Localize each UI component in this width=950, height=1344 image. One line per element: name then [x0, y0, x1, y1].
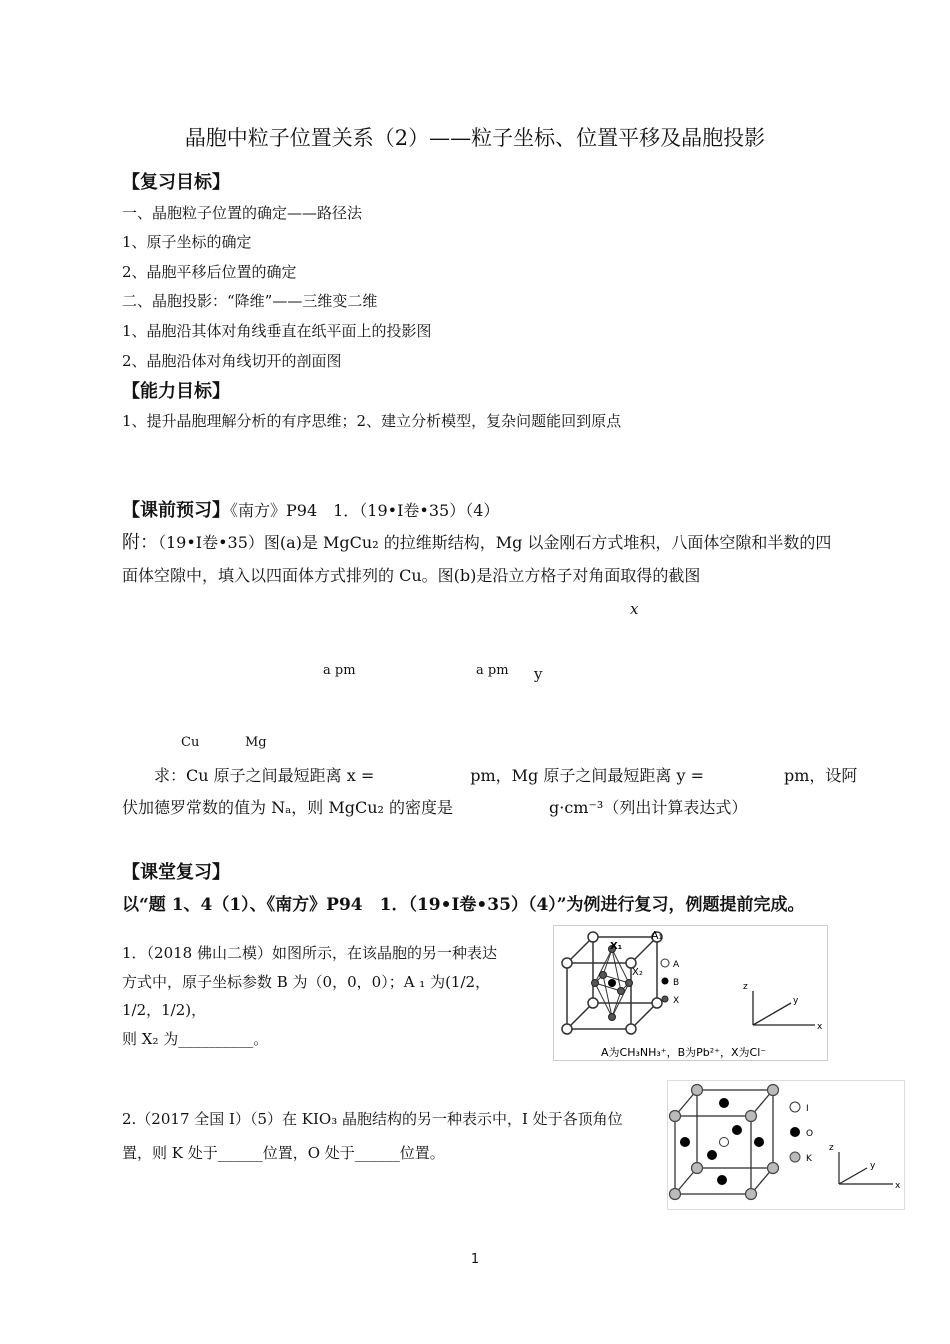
- figure-label-apm: a pm: [323, 663, 356, 678]
- class-review-intro: 以“题 1、4（1）、《南方》P94 1．（19•Ⅰ卷•35）（4）”为例进行复习，例题提前完成。: [122, 895, 805, 915]
- q2-line: 置，则 K 处于______位置，O 处于______位置。: [122, 1144, 445, 1162]
- fig2-legend-o: O: [806, 1129, 814, 1139]
- figure-label-y: y: [534, 665, 543, 683]
- review-goal-item: 1、原子坐标的确定: [122, 233, 252, 251]
- preview-heading: 【课前预习】: [122, 500, 230, 521]
- fig1-axis-x: x: [817, 1022, 823, 1032]
- ability-goals-text: 1、提升晶胞理解分析的有序思维；2、建立分析模型，复杂问题能回到原点: [122, 412, 622, 430]
- fig1-legend-x: X: [673, 996, 680, 1006]
- figure-label-apm: a pm: [476, 663, 509, 678]
- fig1-label-x1: X₁: [610, 941, 623, 952]
- perovskite-cell-figure: [553, 925, 828, 1061]
- fig2-axis-z: z: [829, 1143, 834, 1153]
- preview-question-line1: 求：Cu 原子之间最短距离 x = pm，Mg 原子之间最短距离 y = pm，设阿: [154, 766, 858, 785]
- class-review-heading: 【课堂复习】: [122, 862, 230, 883]
- q2-line: 2.（2017 全国 I）（5）在 KIO₃ 晶胞结构的另一种表示中，I 处于各顶角位: [122, 1110, 623, 1128]
- ability-goals-heading: 【能力目标】: [122, 381, 230, 402]
- fig1-label-x2: X₂: [632, 967, 643, 978]
- figure-label-x: x: [630, 600, 639, 618]
- figure-label-mg: Mg: [245, 735, 267, 750]
- fig2-legend-k: K: [806, 1154, 812, 1164]
- preview-attach-line2: 面体空隙中，填入以四面体方式排列的 Cu。图(b)是沿立方格子对角面取得的截图: [122, 566, 701, 585]
- fig1-axis-z: z: [743, 982, 748, 992]
- preview-source: 《南方》P94 1．（19•Ⅰ卷•35）（4）: [230, 501, 500, 520]
- attach-prefix: 附：: [122, 532, 158, 553]
- kio3-cell-figure: [667, 1080, 905, 1210]
- review-goals-heading: 【复习目标】: [122, 172, 230, 193]
- review-goal-item: 二、晶胞投影：“降维”——三维变二维: [122, 292, 378, 310]
- fig1-label-a1: A₁: [651, 929, 663, 942]
- attach-text-1: （19•Ⅰ卷•35）图(a)是 MgCu₂ 的拉维斯结构，Mg 以金刚石方式堆积，八面体空隙和半数的四: [158, 533, 832, 552]
- preview-heading-line: [122, 496, 499, 522]
- q1-line: 方式中，原子坐标参数 B 为（0，0，0）；A ₁ 为(1/2，: [122, 973, 491, 991]
- page-title: 晶胞中粒子位置关系（2）——粒子坐标、位置平移及晶胞投影: [184, 126, 766, 150]
- q1-line: 1．（2018 佛山二模）如图所示，在该晶胞的另一种表达: [122, 944, 497, 962]
- q1-line: 1/2，1/2)，: [122, 1001, 207, 1019]
- fig1-legend-a: A: [673, 960, 680, 970]
- fig2-axis-x: x: [895, 1181, 901, 1191]
- figure-label-cu: Cu: [181, 735, 200, 750]
- q1-line: 则 X₂ 为__________。: [122, 1030, 269, 1048]
- fig2-axis-y: y: [870, 1161, 876, 1171]
- preview-attach-line1: [122, 528, 831, 554]
- review-goal-item: 2、晶胞平移后位置的确定: [122, 263, 297, 281]
- preview-question-line2: 伏加德罗常数的值为 Nₐ，则 MgCu₂ 的密度是 g·cm⁻³（列出计算表达式）: [122, 798, 748, 817]
- review-goal-item: 1、晶胞沿其体对角线垂直在纸平面上的投影图: [122, 322, 432, 340]
- review-goal-item: 一、晶胞粒子位置的确定——路径法: [122, 204, 363, 222]
- review-goal-item: 2、晶胞沿体对角线切开的剖面图: [122, 352, 342, 370]
- fig1-legend-b: B: [673, 978, 680, 988]
- fig2-legend-i: I: [806, 1104, 809, 1114]
- page-number: 1: [470, 1252, 480, 1267]
- fig1-axis-y: y: [793, 996, 799, 1006]
- fig1-caption: A为CH₃NH₃⁺，B为Pb²⁺，X为Cl⁻: [601, 1046, 767, 1059]
